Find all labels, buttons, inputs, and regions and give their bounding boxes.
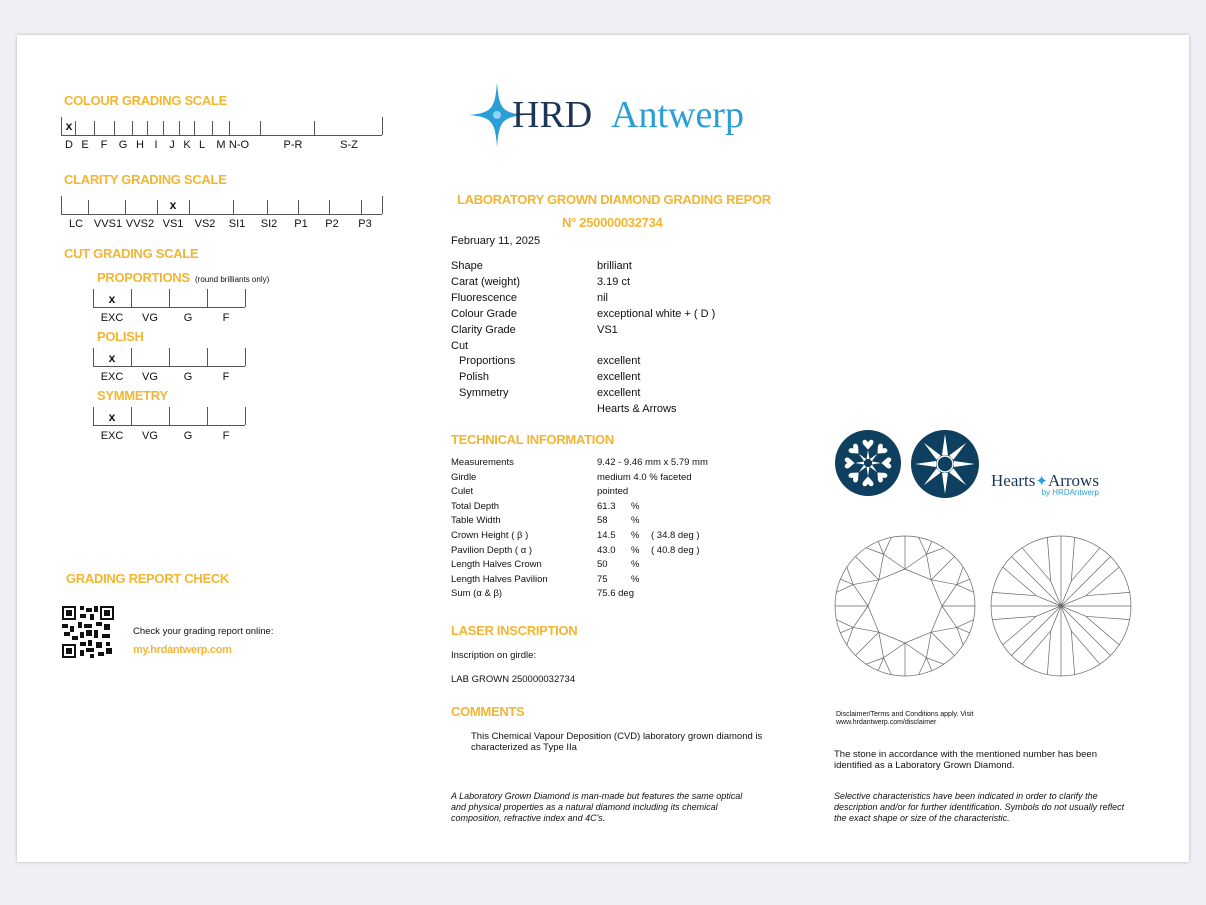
tech-label: Girdle <box>451 471 477 483</box>
report-check-text: Check your grading report online: <box>133 626 274 637</box>
colour-scale-tick <box>132 121 133 135</box>
tech-value: 14.5 <box>597 530 616 541</box>
proportions-title: PROPORTIONS <box>97 270 190 285</box>
colour-scale-tick <box>194 121 195 135</box>
colour-scale-grade-label: N-O <box>228 139 250 151</box>
clarity-scale-tick <box>125 200 126 214</box>
tech-value: 75.6 deg <box>597 588 634 600</box>
colour-scale-grade-label: L <box>198 139 206 151</box>
technical-title: TECHNICAL INFORMATION <box>451 432 614 447</box>
colour-scale-grade-label: J <box>169 139 175 151</box>
clarity-scale-grade-label: SI2 <box>260 218 278 230</box>
tech-value: pointed <box>597 486 629 498</box>
cut-polish-grade-label: G <box>183 371 193 383</box>
report-sheet <box>17 35 1189 862</box>
grading-value: brilliant <box>597 260 632 272</box>
tech-label: Total Depth <box>451 500 500 512</box>
report-check-link[interactable]: my.hrdantwerp.com <box>133 644 232 656</box>
tech-unit: % <box>631 559 640 571</box>
laser-label: Inscription on girdle: <box>451 650 537 661</box>
cut-polish-tick <box>207 348 208 366</box>
tech-unit: % <box>631 500 640 512</box>
grading-label: Clarity Grade <box>451 323 516 336</box>
colour-scale-tick <box>147 121 148 135</box>
cut-symmetry-grade-label: G <box>183 430 193 442</box>
report-number: N° 250000032734 <box>562 215 663 230</box>
cut-proportions-grade-label: G <box>183 312 193 324</box>
tech-unit: % <box>631 573 640 585</box>
tech-unit: % <box>631 530 640 541</box>
clarity-scale-tick <box>361 200 362 214</box>
tech-value: medium 4.0 % faceted <box>597 471 692 483</box>
ha-part1: Hearts <box>991 471 1036 490</box>
cut-symmetry-tick <box>93 407 94 425</box>
cut-symmetry-tick <box>169 407 170 425</box>
comments-text: This Chemical Vapour Deposition (CVD) laboratory grown diamond is characterized as Type IIa <box>471 731 763 753</box>
qr-code-icon <box>62 606 114 658</box>
cut-polish-tick <box>93 348 94 366</box>
cut-polish-baseline <box>93 348 245 367</box>
logo-part2: Antwerp <box>611 94 744 136</box>
clarity-scale-tick <box>267 200 268 214</box>
clarity-scale-grade-label: P3 <box>358 218 372 230</box>
clarity-scale-tick <box>61 196 62 214</box>
tech-value: 50 <box>597 559 608 571</box>
clarity-scale-grade-label: P1 <box>294 218 308 230</box>
clarity-scale-grade-label: VVS1 <box>93 218 123 230</box>
cut-symmetry-grade-label: EXC <box>100 430 124 442</box>
colour-scale-tick <box>382 117 383 135</box>
grading-value: 3.19 ct <box>597 275 631 288</box>
cut-proportions-tick <box>93 289 94 307</box>
cut-symmetry-baseline <box>93 407 245 426</box>
clarity-scale-tick <box>157 200 158 214</box>
grading-value: Hearts & Arrows <box>597 403 677 416</box>
cut-proportions-tick <box>169 289 170 307</box>
colour-scale-tick <box>260 121 261 135</box>
tech-label: Sum (α & β) <box>451 588 503 600</box>
cut-symmetry-tick <box>131 407 132 425</box>
colour-scale-title: COLOUR GRADING SCALE <box>64 93 228 108</box>
ha-part2: Arrows <box>1047 471 1099 490</box>
clarity-scale-grade-label: VVS2 <box>125 218 155 230</box>
report-title: LABORATORY GROWN DIAMOND GRADING REPOR <box>457 192 771 207</box>
colour-scale-tick <box>61 117 62 135</box>
technical-table <box>451 457 811 607</box>
cut-symmetry-mark: x <box>108 410 116 424</box>
tech-label: Length Halves Pavilion <box>451 573 548 585</box>
clarity-scale-tick <box>382 196 383 214</box>
grading-label: Carat (weight) <box>451 275 521 288</box>
laser-title: LASER INSCRIPTION <box>451 623 578 638</box>
identified-text: The stone in accordance with the mentioned number has been identified as a Laboratory Grown Diamond. <box>834 749 1097 771</box>
cut-polish-grade-label: F <box>222 371 230 383</box>
cut-symmetry-grade-label: VG <box>142 430 158 442</box>
colour-scale-grade-label: S-Z <box>340 139 358 151</box>
clarity-scale-grade-label: VS2 <box>194 218 216 230</box>
grading-value: excellent <box>597 371 641 384</box>
clarity-scale-tick <box>233 200 234 214</box>
report-check-title: GRADING REPORT CHECK <box>66 571 230 586</box>
disclaimer-link[interactable]: www.hrdantwerp.com/disclaimer <box>836 719 937 726</box>
symmetry-title: SYMMETRY <box>97 388 168 403</box>
tech-label: Pavilion Depth ( α ) <box>451 544 532 556</box>
colour-scale-tick <box>229 121 230 135</box>
cut-proportions-grade-label: F <box>222 312 230 324</box>
disclaimer-line1: Disclaimer/Terms and Conditions apply. Visit <box>836 711 974 718</box>
clarity-scale-tick <box>88 200 89 214</box>
clarity-scale-tick <box>329 200 330 214</box>
grading-table <box>451 260 811 420</box>
clarity-scale-grade-label: LC <box>68 218 84 230</box>
grading-label: Shape <box>451 260 483 272</box>
cut-polish-tick <box>245 348 246 366</box>
tech-label: Crown Height ( β ) <box>451 530 529 541</box>
grading-value: VS1 <box>597 323 618 336</box>
cut-proportions-mark: x <box>108 292 116 306</box>
report-date: February 11, 2025 <box>451 235 541 247</box>
comments-footnote: A Laboratory Grown Diamond is man-made but features the same optical and physical properties as a natural diamond including its chemical composition, refractive index and 4C's. <box>451 791 743 823</box>
clarity-scale-grade-label: VS1 <box>162 218 184 230</box>
tech-label: Table Width <box>451 515 501 527</box>
comments-title: COMMENTS <box>451 704 525 719</box>
colour-scale-grade-label: H <box>136 139 144 151</box>
cut-proportions-baseline <box>93 289 245 308</box>
tech-extra: ( 40.8 deg ) <box>651 544 700 556</box>
cut-polish-grade-label: VG <box>142 371 158 383</box>
cut-proportions-tick <box>131 289 132 307</box>
grading-label: Fluorescence <box>451 291 518 304</box>
colour-scale-grade-label: P-R <box>283 139 303 151</box>
colour-scale-tick <box>212 121 213 135</box>
ha-by: by HRDAntwerp <box>1041 488 1099 497</box>
cut-symmetry-tick <box>245 407 246 425</box>
tech-unit: % <box>631 544 640 556</box>
tech-value: 43.0 <box>597 544 616 556</box>
ha-star-icon: ✦ <box>1035 473 1048 490</box>
tech-label: Measurements <box>451 457 514 468</box>
cut-polish-mark: x <box>108 351 116 365</box>
clarity-scale-tick <box>298 200 299 214</box>
cut-scale-title: CUT GRADING SCALE <box>64 246 199 261</box>
tech-extra: ( 34.8 deg ) <box>651 530 700 541</box>
grading-value: excellent <box>597 387 641 400</box>
cut-symmetry-grade-label: F <box>222 430 230 442</box>
cut-proportions-grade-label: VG <box>142 312 158 324</box>
grading-label: Proportions <box>459 355 516 368</box>
colour-scale-tick <box>114 121 115 135</box>
tech-value: 58 <box>597 515 608 527</box>
tech-value: 9.42 - 9.46 mm x 5.79 mm <box>597 457 708 468</box>
colour-scale-tick <box>75 121 76 135</box>
colour-scale-tick <box>94 121 95 135</box>
colour-scale-tick <box>163 121 164 135</box>
clarity-scale-grade-label: SI1 <box>228 218 246 230</box>
colour-scale-grade-label: E <box>81 139 89 151</box>
proportions-note: (round brilliants only) <box>195 275 270 284</box>
cut-polish-tick <box>131 348 132 366</box>
colour-scale-grade-label: D <box>65 139 73 151</box>
colour-scale-grade-label: G <box>118 139 128 151</box>
grading-label: Symmetry <box>459 387 509 400</box>
colour-scale-mark: x <box>65 119 73 133</box>
colour-scale-tick <box>314 121 315 135</box>
grading-label: Cut <box>451 339 469 352</box>
arrows-pattern-icon <box>910 429 980 499</box>
cut-polish-grade-label: EXC <box>100 371 124 383</box>
grading-label: Polish <box>459 371 489 384</box>
clarity-scale-title: CLARITY GRADING SCALE <box>64 172 227 187</box>
tech-label: Length Halves Crown <box>451 559 542 571</box>
cut-polish-tick <box>169 348 170 366</box>
colour-scale-grade-label: F <box>100 139 108 151</box>
grading-value: nil <box>597 291 609 304</box>
tech-unit: % <box>631 515 640 527</box>
clarity-scale-tick <box>189 200 190 214</box>
cut-proportions-tick <box>207 289 208 307</box>
crown-diagram <box>833 534 977 678</box>
colour-scale-grade-label: K <box>183 139 191 151</box>
tech-label: Culet <box>451 486 474 498</box>
pavilion-diagram <box>989 534 1133 678</box>
logo-part1: HRD <box>512 94 593 136</box>
hearts-pattern-icon <box>834 429 902 497</box>
hrd-logo <box>465 77 765 157</box>
clarity-scale-mark: x <box>169 198 177 212</box>
clarity-scale-grade-label: P2 <box>325 218 339 230</box>
clarity-scale-baseline <box>61 196 382 215</box>
selective-text: Selective characteristics have been indicated in order to clarify the description and/or for further identification. Symbols do not usually reflect the exact shape or size of the characteristic. <box>834 791 1125 823</box>
grading-value: exceptional white + ( D ) <box>597 307 716 320</box>
hearts-arrows-logo <box>991 471 1099 497</box>
polish-title: POLISH <box>97 329 144 344</box>
colour-scale-grade-label: I <box>154 139 158 151</box>
cut-symmetry-tick <box>207 407 208 425</box>
grading-label: Colour Grade <box>451 307 518 320</box>
colour-scale-baseline <box>61 117 382 136</box>
tech-value: 75 <box>597 573 608 585</box>
colour-scale-grade-label: M <box>216 139 226 151</box>
tech-value: 61.3 <box>597 500 616 512</box>
laser-text: LAB GROWN 250000032734 <box>451 674 576 685</box>
grading-value: excellent <box>597 355 641 368</box>
cut-proportions-tick <box>245 289 246 307</box>
cut-proportions-grade-label: EXC <box>100 312 124 324</box>
colour-scale-tick <box>179 121 180 135</box>
